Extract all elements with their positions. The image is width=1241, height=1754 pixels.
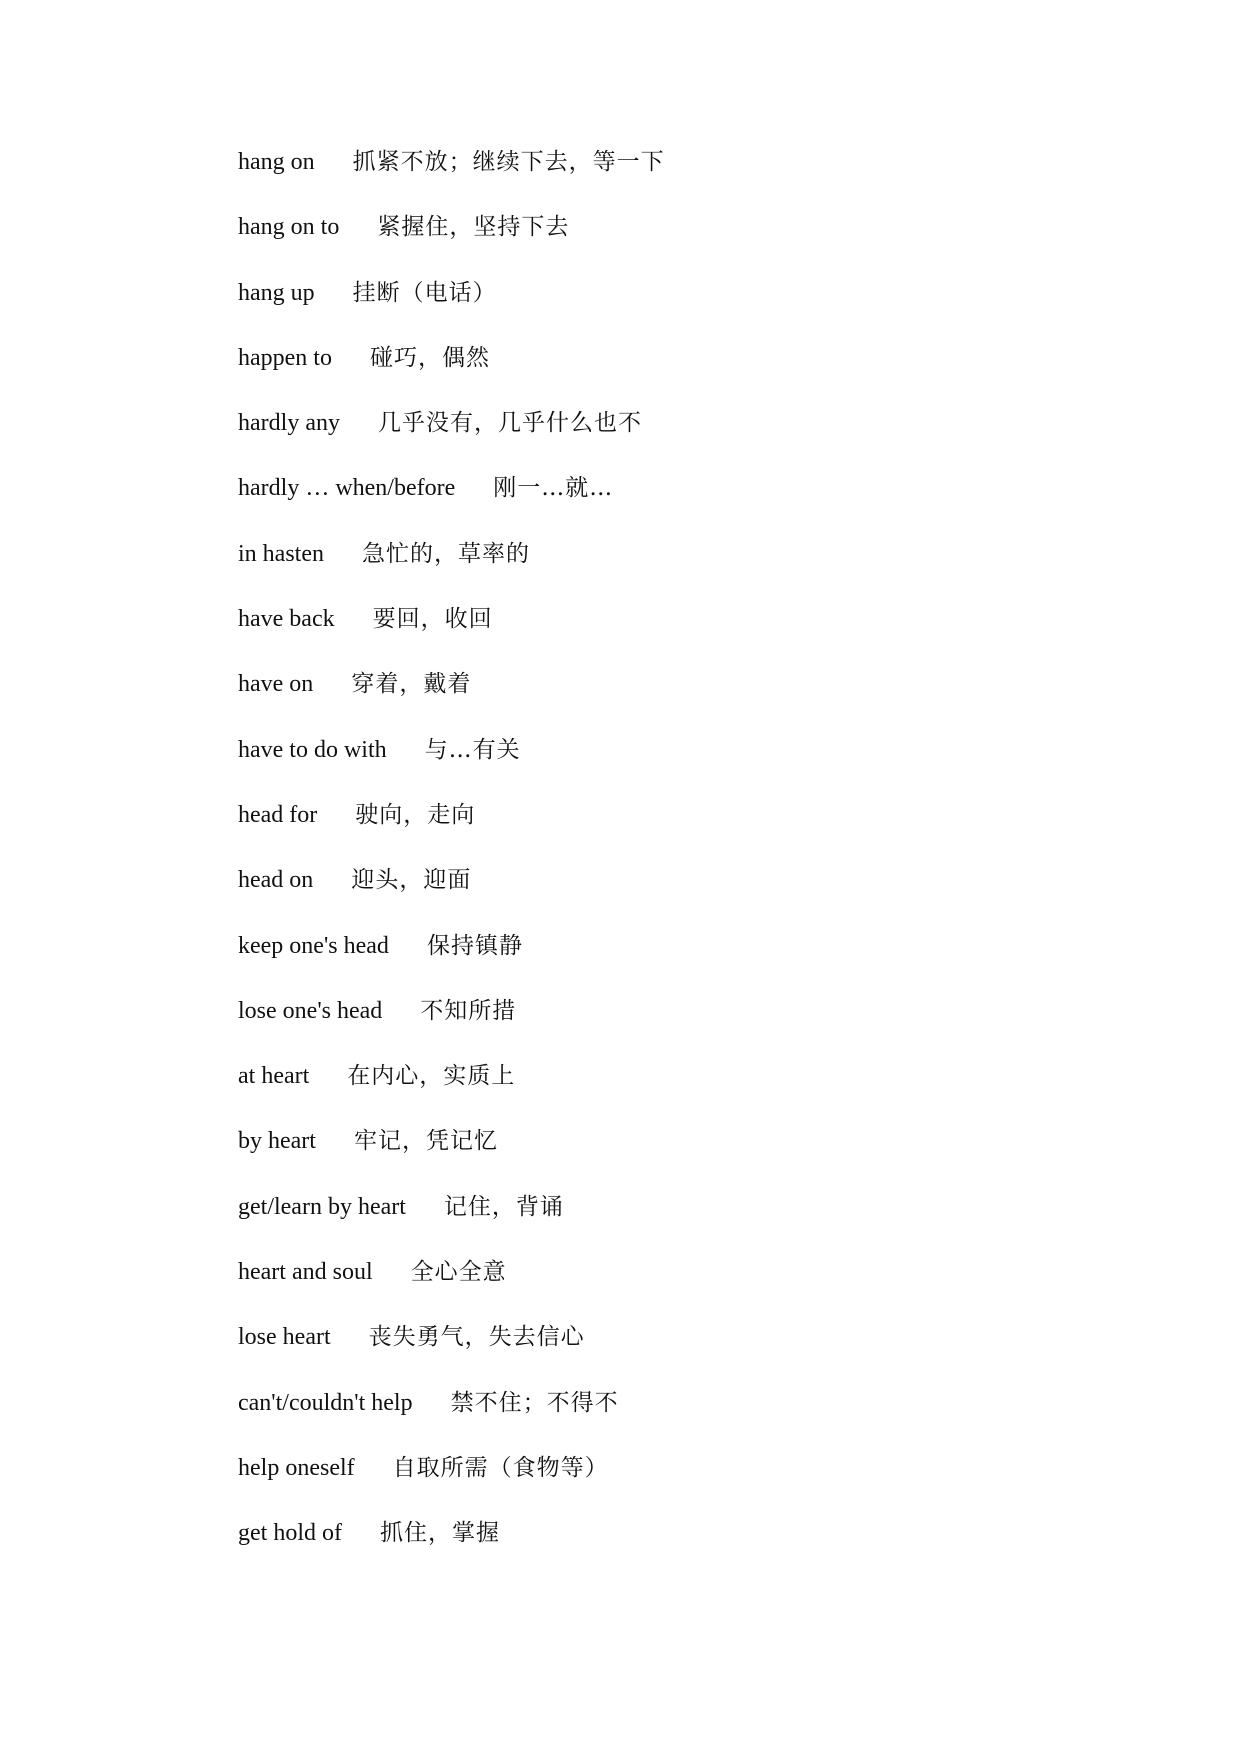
phrase-entry: [238, 929, 665, 994]
phrase-term: by heart: [238, 1128, 316, 1155]
phrase-list: [238, 145, 665, 1582]
phrase-term: head for: [238, 801, 318, 828]
phrase-meaning: 在内心，实质上: [347, 1063, 516, 1090]
phrase-term: hang on: [238, 149, 315, 175]
phrase-term: hang on to: [238, 214, 340, 241]
phrase-meaning: 要回，收回: [372, 606, 493, 633]
phrase-entry: [238, 1124, 665, 1189]
phrase-term: can't/couldn't help: [238, 1389, 413, 1416]
phrase-entry: [238, 863, 665, 928]
phrase-term: in hasten: [238, 540, 324, 567]
phrase-meaning: 挂断（电话）: [352, 279, 497, 306]
phrase-entry: [238, 1320, 665, 1385]
phrase-term: happen to: [238, 344, 332, 371]
phrase-entry: [238, 406, 665, 471]
phrase-entry: [238, 276, 665, 341]
phrase-entry: [238, 1255, 665, 1320]
phrase-entry: [238, 537, 665, 602]
phrase-meaning: 自取所需（食物等）: [392, 1454, 609, 1481]
phrase-meaning: 抓住，掌握: [379, 1520, 500, 1547]
phrase-term: have on: [238, 671, 314, 698]
phrase-meaning: 紧握住，坚持下去: [377, 214, 570, 241]
phrase-meaning: 抓紧不放；继续下去，等一下: [352, 149, 665, 175]
phrase-entry: [238, 471, 665, 536]
phrase-term: keep one's head: [238, 932, 389, 959]
phrase-meaning: 几乎没有，几乎什么也不: [377, 410, 642, 437]
phrase-entry: [238, 1386, 665, 1451]
phrase-term: at heart: [238, 1063, 310, 1090]
phrase-entry: [238, 341, 665, 406]
phrase-entry: [238, 145, 665, 210]
phrase-meaning: 迎头，迎面: [351, 867, 472, 894]
phrase-term: lose one's head: [238, 997, 383, 1024]
phrase-meaning: 刚一…就…: [493, 475, 614, 502]
phrase-term: help oneself: [238, 1454, 355, 1481]
phrase-term: hang up: [238, 279, 315, 306]
phrase-meaning: 驶向，走向: [355, 801, 476, 828]
phrase-term: get/learn by heart: [238, 1193, 406, 1220]
phrase-entry: [238, 1451, 665, 1516]
phrase-entry: [238, 210, 665, 275]
phrase-entry: [238, 1059, 665, 1124]
phrase-meaning: 穿着，戴着: [351, 671, 472, 698]
phrase-entry: [238, 602, 665, 667]
phrase-term: lose heart: [238, 1324, 331, 1351]
phrase-term: head on: [238, 867, 314, 894]
phrase-term: hardly … when/before: [238, 475, 456, 502]
phrase-term: heart and soul: [238, 1259, 373, 1286]
phrase-meaning: 与…有关: [424, 736, 521, 763]
phrase-meaning: 保持镇静: [426, 932, 523, 959]
phrase-meaning: 碰巧，偶然: [369, 344, 490, 371]
phrase-meaning: 全心全意: [410, 1259, 507, 1286]
phrase-entry: [238, 733, 665, 798]
phrase-meaning: 禁不住；不得不: [450, 1389, 619, 1416]
phrase-term: get hold of: [238, 1520, 342, 1547]
phrase-entry: [238, 1516, 665, 1581]
phrase-term: hardly any: [238, 410, 340, 437]
phrase-entry: [238, 1190, 665, 1255]
phrase-entry: [238, 994, 665, 1059]
phrase-meaning: 记住，背诵: [443, 1193, 564, 1220]
phrase-meaning: 丧失勇气，失去信心: [368, 1324, 585, 1351]
phrase-meaning: 牢记，凭记忆: [353, 1128, 498, 1155]
phrase-entry: [238, 667, 665, 732]
phrase-meaning: 不知所措: [420, 997, 517, 1024]
phrase-meaning: 急忙的，草率的: [361, 540, 530, 567]
phrase-entry: [238, 798, 665, 863]
phrase-term: have to do with: [238, 736, 387, 763]
phrase-term: have back: [238, 606, 335, 633]
